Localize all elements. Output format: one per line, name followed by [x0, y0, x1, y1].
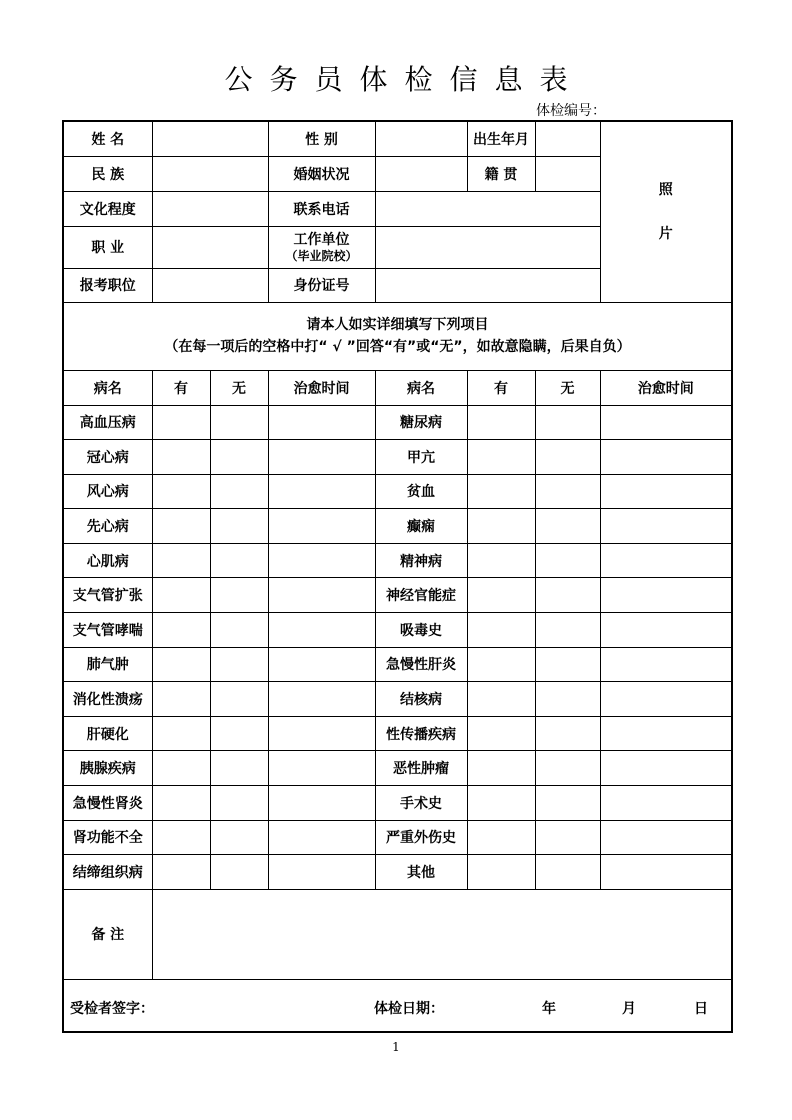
native-place-input[interactable]: [535, 156, 600, 191]
none-checkbox-right[interactable]: [535, 682, 600, 717]
none-checkbox-right[interactable]: [535, 613, 600, 648]
has-checkbox-right[interactable]: [467, 751, 535, 786]
disease-name-left: 高血压病: [63, 405, 152, 440]
workplace-label-main: 工作单位: [293, 232, 350, 248]
header-cure-time: 治愈时间: [600, 370, 732, 405]
none-checkbox-right[interactable]: [535, 578, 600, 613]
date-month: 月: [622, 1000, 636, 1017]
workplace-label-sub: （毕业院校）: [285, 249, 358, 263]
disease-name-left: 心肌病: [63, 543, 152, 578]
cure-time-left[interactable]: [268, 440, 375, 475]
workplace-label: [268, 226, 375, 268]
has-checkbox-left[interactable]: [152, 543, 210, 578]
has-checkbox-left[interactable]: [152, 820, 210, 855]
has-checkbox-left[interactable]: [152, 405, 210, 440]
disease-row: [63, 405, 732, 440]
disease-name-left: 风心病: [63, 474, 152, 509]
cure-time-right[interactable]: [600, 543, 732, 578]
none-checkbox-left[interactable]: [210, 855, 268, 890]
none-checkbox-right[interactable]: [535, 751, 600, 786]
cure-time-right[interactable]: [600, 682, 732, 717]
cure-time-right[interactable]: [600, 405, 732, 440]
none-checkbox-left[interactable]: [210, 509, 268, 544]
has-checkbox-right[interactable]: [467, 716, 535, 751]
native-place-label: 籍 贯: [467, 156, 535, 191]
cure-time-left[interactable]: [268, 647, 375, 682]
none-checkbox-right[interactable]: [535, 786, 600, 821]
has-checkbox-left[interactable]: [152, 682, 210, 717]
none-checkbox-left[interactable]: [210, 647, 268, 682]
disease-row: [63, 578, 732, 613]
disease-name-left: 消化性溃疡: [63, 682, 152, 717]
id-number-label: 身份证号: [268, 268, 375, 302]
cure-time-left[interactable]: [268, 613, 375, 648]
date-day: 日: [694, 1000, 708, 1017]
education-label: 文化程度: [63, 191, 152, 226]
has-checkbox-left[interactable]: [152, 613, 210, 648]
disease-row: [63, 751, 732, 786]
occupation-label: 职 业: [63, 226, 152, 268]
header-disease-name: 病名: [375, 370, 467, 405]
disease-name-right: 其他: [375, 855, 467, 890]
disease-name-left: 急慢性肾炎: [63, 786, 152, 821]
phone-input[interactable]: [375, 191, 600, 226]
has-checkbox-left[interactable]: [152, 474, 210, 509]
has-checkbox-right[interactable]: [467, 543, 535, 578]
cure-time-right[interactable]: [600, 474, 732, 509]
disease-name-right: 吸毒史: [375, 613, 467, 648]
none-checkbox-left[interactable]: [210, 543, 268, 578]
header-no: 无: [210, 370, 268, 405]
disease-name-left: 肝硬化: [63, 716, 152, 751]
signature-row: [63, 979, 732, 1032]
birth-label: 出生年月: [467, 121, 535, 156]
cure-time-right[interactable]: [600, 509, 732, 544]
education-input[interactable]: [152, 191, 268, 226]
header-yes: 有: [467, 370, 535, 405]
cure-time-right[interactable]: [600, 820, 732, 855]
form-title: 公务员体检信息表: [224, 63, 585, 96]
photo-box[interactable]: [600, 121, 732, 302]
cure-time-left[interactable]: [268, 405, 375, 440]
none-checkbox-left[interactable]: [210, 786, 268, 821]
has-checkbox-left[interactable]: [152, 440, 210, 475]
none-checkbox-right[interactable]: [535, 474, 600, 509]
disease-row: [63, 682, 732, 717]
id-number-input[interactable]: [375, 268, 600, 302]
none-checkbox-left[interactable]: [210, 578, 268, 613]
disease-name-right: 糖尿病: [375, 405, 467, 440]
ethnicity-label: 民 族: [63, 156, 152, 191]
instructions-line-1: 请本人如实详细填写下列项目: [306, 317, 489, 333]
disease-row: [63, 820, 732, 855]
disease-name-left: 肺气肿: [63, 647, 152, 682]
none-checkbox-right[interactable]: [535, 855, 600, 890]
disease-row: [63, 855, 732, 890]
page-number: 1: [392, 1040, 400, 1054]
position-label: 报考职位: [63, 268, 152, 302]
name-input[interactable]: [152, 121, 268, 156]
disease-name-right: 手术史: [375, 786, 467, 821]
cure-time-right[interactable]: [600, 440, 732, 475]
none-checkbox-right[interactable]: [535, 440, 600, 475]
health-info-form: [62, 120, 733, 1033]
has-checkbox-right[interactable]: [467, 509, 535, 544]
disease-name-right: 癫痫: [375, 509, 467, 544]
has-checkbox-right[interactable]: [467, 855, 535, 890]
cure-time-right[interactable]: [600, 716, 732, 751]
exam-number-label: 体检编号：: [536, 103, 606, 119]
disease-row: [63, 474, 732, 509]
disease-name-left: 结缔组织病: [63, 855, 152, 890]
has-checkbox-right[interactable]: [467, 647, 535, 682]
phone-label: 联系电话: [268, 191, 375, 226]
instructions-notice: [63, 302, 732, 370]
marital-input[interactable]: [375, 156, 467, 191]
birth-input[interactable]: [535, 121, 600, 156]
disease-name-left: 胰腺疾病: [63, 751, 152, 786]
header-disease-name: 病名: [63, 370, 152, 405]
cure-time-left[interactable]: [268, 682, 375, 717]
cure-time-left[interactable]: [268, 543, 375, 578]
none-checkbox-right[interactable]: [535, 716, 600, 751]
disease-name-left: 支气管扩张: [63, 578, 152, 613]
remarks-input[interactable]: [152, 889, 732, 979]
disease-name-right: 贫血: [375, 474, 467, 509]
has-checkbox-right[interactable]: [467, 578, 535, 613]
disease-name-right: 甲亢: [375, 440, 467, 475]
cure-time-right[interactable]: [600, 578, 732, 613]
has-checkbox-left[interactable]: [152, 509, 210, 544]
none-checkbox-left[interactable]: [210, 613, 268, 648]
disease-name-right: 精神病: [375, 543, 467, 578]
none-checkbox-right[interactable]: [535, 543, 600, 578]
none-checkbox-left[interactable]: [210, 820, 268, 855]
none-checkbox-right[interactable]: [535, 509, 600, 544]
cure-time-left[interactable]: [268, 855, 375, 890]
cure-time-left[interactable]: [268, 578, 375, 613]
has-checkbox-left[interactable]: [152, 578, 210, 613]
gender-input[interactable]: [375, 121, 467, 156]
has-checkbox-right[interactable]: [467, 786, 535, 821]
has-checkbox-left[interactable]: [152, 647, 210, 682]
workplace-input[interactable]: [375, 226, 600, 268]
position-input[interactable]: [152, 268, 268, 302]
remarks-label: 备 注: [63, 889, 152, 979]
disease-row: [63, 543, 732, 578]
marital-label: 婚姻状况: [268, 156, 375, 191]
has-checkbox-left[interactable]: [152, 716, 210, 751]
instructions-line-2: （在每一项后的空格中打“ √ ”回答“有”或“无”，如故意隐瞒，后果自负）: [164, 339, 631, 355]
has-checkbox-right[interactable]: [467, 682, 535, 717]
disease-name-left: 支气管哮喘: [63, 613, 152, 648]
ethnicity-input[interactable]: [152, 156, 268, 191]
disease-row: [63, 509, 732, 544]
none-checkbox-right[interactable]: [535, 820, 600, 855]
disease-name-right: 恶性肿瘤: [375, 751, 467, 786]
none-checkbox-right[interactable]: [535, 647, 600, 682]
has-checkbox-right[interactable]: [467, 474, 535, 509]
none-checkbox-left[interactable]: [210, 440, 268, 475]
cure-time-left[interactable]: [268, 820, 375, 855]
none-checkbox-left[interactable]: [210, 405, 268, 440]
disease-name-right: 严重外伤史: [375, 820, 467, 855]
disease-name-right: 性传播疾病: [375, 716, 467, 751]
photo-label-2: 片: [658, 225, 673, 242]
disease-row: [63, 716, 732, 751]
cure-time-left[interactable]: [268, 716, 375, 751]
has-checkbox-left[interactable]: [152, 786, 210, 821]
exam-date-label: 体检日期：: [374, 1000, 444, 1017]
cure-time-left[interactable]: [268, 751, 375, 786]
has-checkbox-left[interactable]: [152, 855, 210, 890]
cure-time-right[interactable]: [600, 786, 732, 821]
cure-time-left[interactable]: [268, 509, 375, 544]
cure-time-left[interactable]: [268, 474, 375, 509]
cure-time-right[interactable]: [600, 855, 732, 890]
name-label: 姓 名: [63, 121, 152, 156]
cure-time-right[interactable]: [600, 613, 732, 648]
header-yes: 有: [152, 370, 210, 405]
disease-name-left: 冠心病: [63, 440, 152, 475]
disease-row: [63, 440, 732, 475]
cure-time-right[interactable]: [600, 647, 732, 682]
photo-label-1: 照: [658, 181, 673, 198]
none-checkbox-left[interactable]: [210, 716, 268, 751]
has-checkbox-right[interactable]: [467, 440, 535, 475]
gender-label: 性 别: [268, 121, 375, 156]
disease-table-header: [63, 370, 732, 405]
has-checkbox-right[interactable]: [467, 613, 535, 648]
disease-row: [63, 786, 732, 821]
header-no: 无: [535, 370, 600, 405]
has-checkbox-left[interactable]: [152, 751, 210, 786]
disease-row: [63, 613, 732, 648]
date-year: 年: [542, 1000, 556, 1017]
none-checkbox-left[interactable]: [210, 474, 268, 509]
header-cure-time: 治愈时间: [268, 370, 375, 405]
signature-label: 受检者签字：: [70, 1000, 154, 1017]
occupation-input[interactable]: [152, 226, 268, 268]
none-checkbox-left[interactable]: [210, 682, 268, 717]
disease-name-right: 急慢性肝炎: [375, 647, 467, 682]
cure-time-right[interactable]: [600, 751, 732, 786]
has-checkbox-right[interactable]: [467, 820, 535, 855]
none-checkbox-right[interactable]: [535, 405, 600, 440]
has-checkbox-right[interactable]: [467, 405, 535, 440]
disease-name-right: 神经官能症: [375, 578, 467, 613]
disease-name-left: 肾功能不全: [63, 820, 152, 855]
none-checkbox-left[interactable]: [210, 751, 268, 786]
cure-time-left[interactable]: [268, 786, 375, 821]
disease-name-right: 结核病: [375, 682, 467, 717]
disease-name-left: 先心病: [63, 509, 152, 544]
disease-row: [63, 647, 732, 682]
